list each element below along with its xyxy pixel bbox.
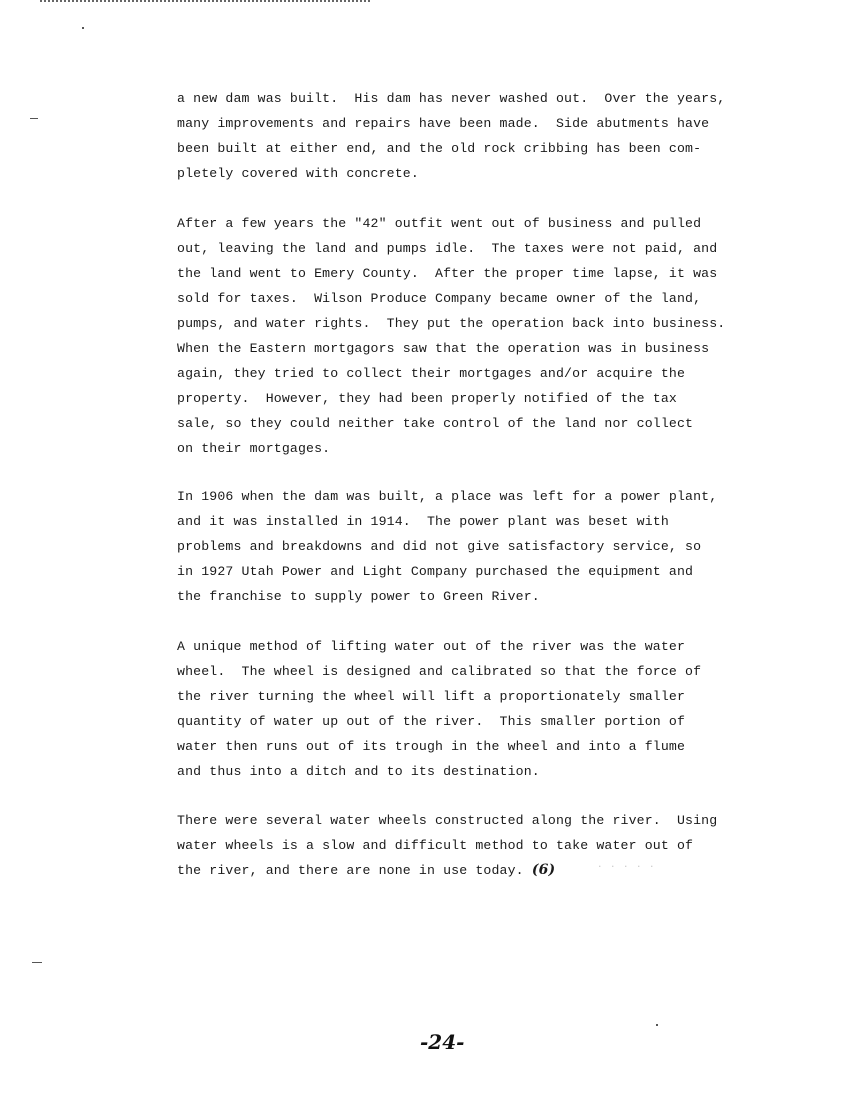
text-line: After a few years the "42" outfit went out of business and pulled: [177, 216, 702, 231]
text-line: been built at either end, and the old rock cribbing has been com-: [177, 141, 702, 156]
text-line: on their mortgages.: [177, 441, 331, 456]
text-line-with-note: [177, 858, 752, 883]
text-line: quantity of water up out of the river. This smaller portion of: [177, 714, 686, 729]
text-line: the river turning the wheel will lift a proportionately smaller: [177, 689, 686, 704]
footnote-reference: (6): [531, 862, 556, 878]
text-line: sold for taxes. Wilson Produce Company became owner of the land,: [177, 291, 702, 306]
paragraph-water-wheel: [177, 634, 752, 784]
text-line: many improvements and repairs have been made. Side abutments have: [177, 116, 710, 131]
paragraph-power-plant: [177, 484, 752, 609]
text-line: and it was installed in 1914. The power plant was beset with: [177, 514, 669, 529]
text-line: wheel. The wheel is designed and calibrated so that the force of: [177, 664, 702, 679]
text-line: and thus into a ditch and to its destination.: [177, 764, 540, 779]
paragraph-dam: [177, 86, 752, 186]
page-number: -24-: [420, 1030, 465, 1054]
scan-speck: [82, 27, 84, 29]
text-line: water then runs out of its trough in the wheel and into a flume: [177, 739, 686, 754]
faint-scan-marks: · · · · ·: [598, 860, 657, 873]
text-line: pletely covered with concrete.: [177, 166, 419, 181]
scan-speck: [30, 118, 38, 119]
text-line: the franchise to supply power to Green River.: [177, 589, 540, 604]
text-line: the land went to Emery County. After the proper time lapse, it was: [177, 266, 718, 281]
scan-speck: [656, 1024, 658, 1026]
text-line: There were several water wheels constructed along the river. Using: [177, 813, 718, 828]
text-line: When the Eastern mortgagors saw that the operation was in business: [177, 341, 710, 356]
text-line: the river, and there are none in use today.: [177, 863, 532, 878]
paragraph-several-wheels: [177, 808, 752, 883]
text-line: property. However, they had been properly notified of the tax: [177, 391, 677, 406]
text-line: a new dam was built. His dam has never washed out. Over the years,: [177, 91, 726, 106]
text-line: pumps, and water rights. They put the operation back into business.: [177, 316, 726, 331]
text-line: out, leaving the land and pumps idle. The taxes were not paid, and: [177, 241, 718, 256]
text-line: sale, so they could neither take control of the land nor collect: [177, 416, 694, 431]
text-line: in 1927 Utah Power and Light Company purchased the equipment and: [177, 564, 694, 579]
text-line: A unique method of lifting water out of the river was the water: [177, 639, 686, 654]
text-line: water wheels is a slow and difficult method to take water out of: [177, 838, 694, 853]
text-line: again, they tried to collect their mortgages and/or acquire the: [177, 366, 686, 381]
text-line: In 1906 when the dam was built, a place was left for a power plant,: [177, 489, 718, 504]
scan-artifact-rule: [40, 0, 370, 4]
paragraph-42-outfit: [177, 211, 752, 461]
text-line: problems and breakdowns and did not give satisfactory service, so: [177, 539, 702, 554]
scan-speck: [32, 962, 42, 963]
